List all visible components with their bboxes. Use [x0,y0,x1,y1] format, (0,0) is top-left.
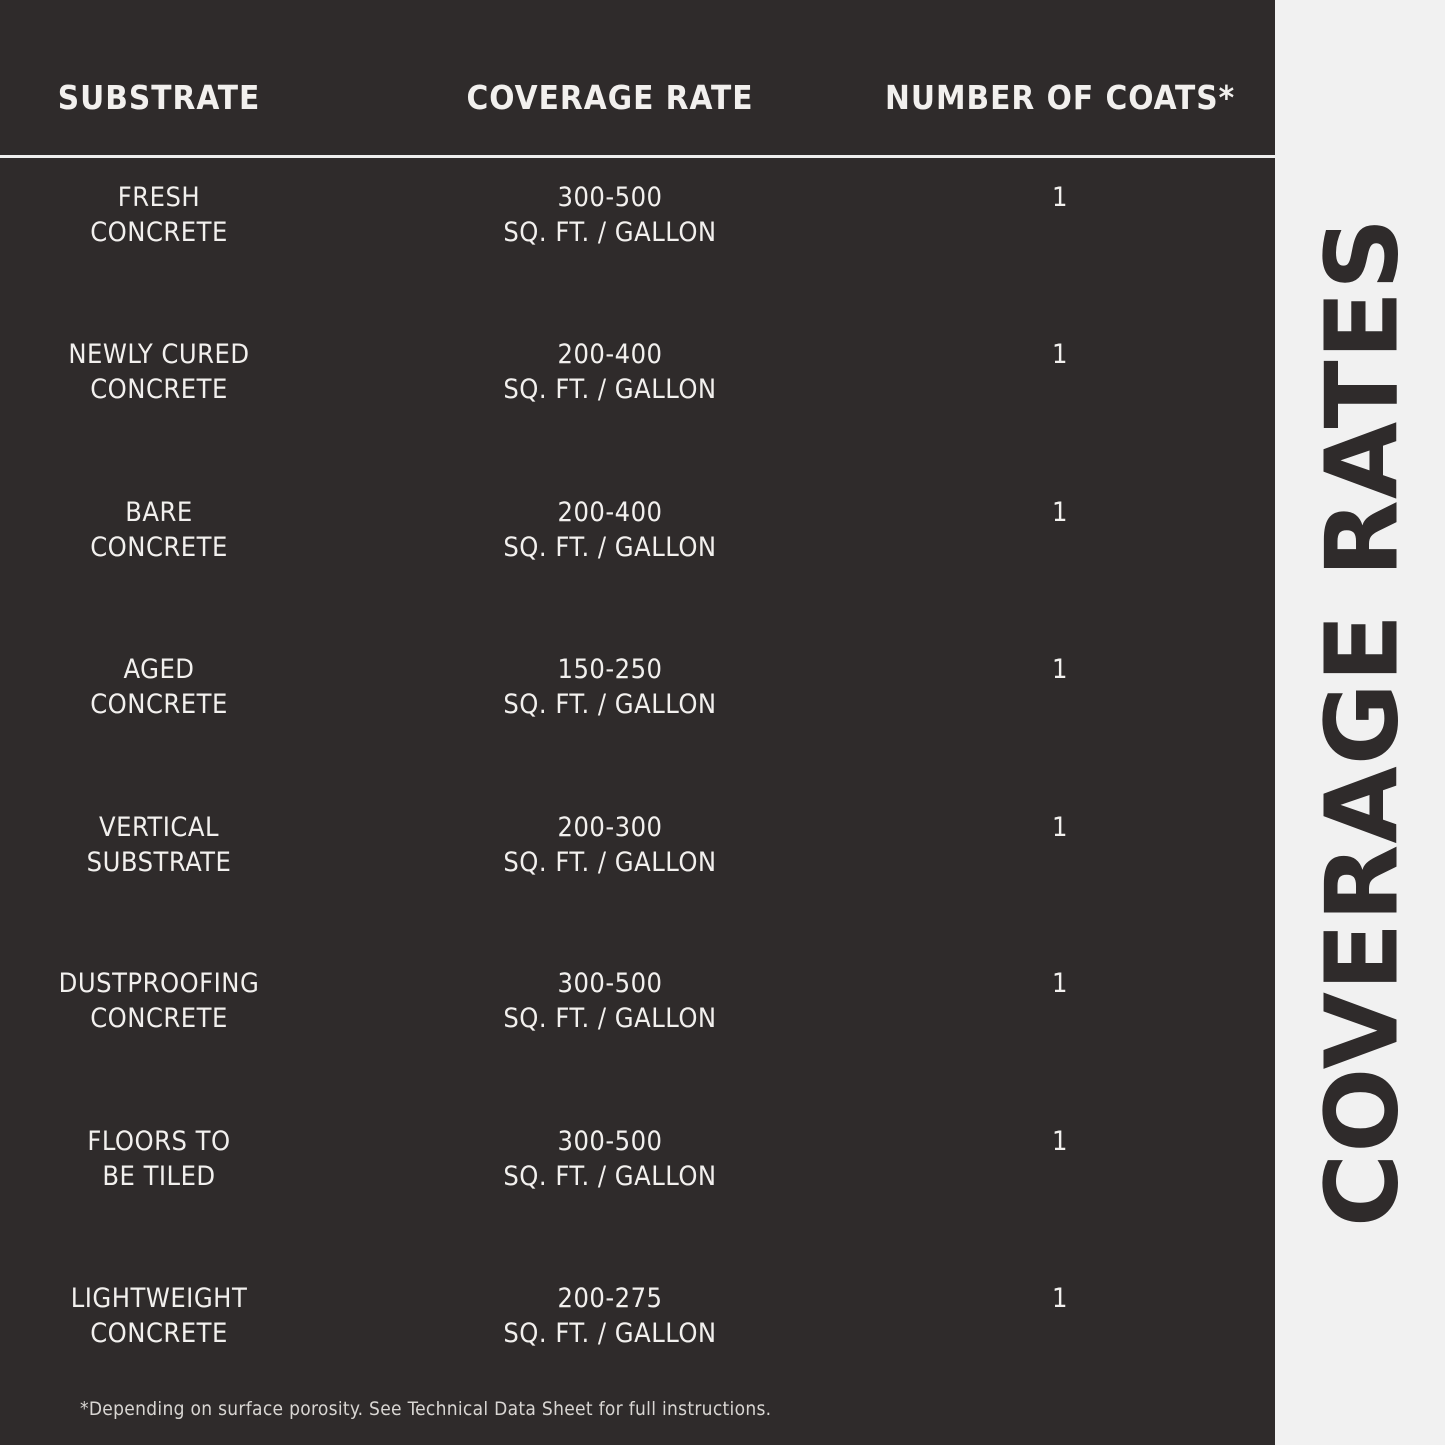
substrate-line: BARE [125,497,193,528]
coats-cell: 1 [1052,654,1068,685]
side-title: COVERAGE RATES [1303,216,1421,1228]
substrate-cell [40,495,278,565]
substrate-cell [40,652,278,722]
substrate-line: FLOORS TO [87,1126,231,1157]
coverage-value: 200-400 [557,339,663,370]
table-row [0,495,1275,575]
substrate-line: BE TILED [102,1161,216,1192]
substrate-cell [40,810,278,880]
substrate-cell [40,966,278,1036]
substrate-line: VERTICAL [99,812,219,843]
substrate-line: LIGHTWEIGHT [70,1283,248,1314]
table-row [0,810,1275,890]
coats-cell: 1 [1052,182,1068,213]
coverage-unit: SQ. FT. / GALLON [503,689,717,720]
header-divider [0,155,1295,158]
substrate-line: AGED [123,654,195,685]
coats-cell: 1 [1052,1283,1068,1314]
header-coverage-rate: COVERAGE RATE [466,78,754,117]
coverage-cell [460,1124,760,1194]
substrate-line: CONCRETE [90,217,228,248]
substrate-line: CONCRETE [90,689,228,720]
table-header [0,78,1275,128]
coverage-cell [460,180,760,250]
coverage-value: 200-300 [557,812,663,843]
coverage-value: 200-275 [557,1283,663,1314]
coverage-unit: SQ. FT. / GALLON [503,1161,717,1192]
substrate-line: NEWLY CURED [68,339,250,370]
table-row [0,180,1275,260]
coverage-cell [460,652,760,722]
substrate-line: CONCRETE [90,532,228,563]
coverage-value: 200-400 [557,497,663,528]
substrate-cell [40,1281,278,1351]
substrate-cell [40,337,278,407]
coats-cell: 1 [1052,812,1068,843]
table-row [0,652,1275,732]
substrate-line: SUBSTRATE [86,847,232,878]
coverage-cell [460,337,760,407]
coats-cell: 1 [1052,497,1068,528]
coverage-unit: SQ. FT. / GALLON [503,532,717,563]
coats-cell: 1 [1052,968,1068,999]
coverage-cell [460,495,760,565]
substrate-line: CONCRETE [90,1318,228,1349]
substrate-cell [40,180,278,250]
coverage-value: 300-500 [557,182,663,213]
coats-cell: 1 [1052,339,1068,370]
footnote: *Depending on surface porosity. See Technical Data Sheet for full instructions. [80,1398,772,1420]
coverage-unit: SQ. FT. / GALLON [503,217,717,248]
coverage-cell [460,810,760,880]
coverage-unit: SQ. FT. / GALLON [503,1003,717,1034]
table-row [0,966,1275,1046]
coverage-unit: SQ. FT. / GALLON [503,847,717,878]
table-row [0,1281,1275,1361]
header-substrate: SUBSTRATE [57,78,261,117]
coverage-unit: SQ. FT. / GALLON [503,1318,717,1349]
coats-cell: 1 [1052,1126,1068,1157]
table-row [0,337,1275,417]
table-row [0,1124,1275,1204]
coverage-cell [460,966,760,1036]
header-number-of-coats: NUMBER OF COATS* [885,78,1236,117]
coverage-unit: SQ. FT. / GALLON [503,374,717,405]
substrate-line: CONCRETE [90,1003,228,1034]
coverage-value: 300-500 [557,1126,663,1157]
coverage-cell [460,1281,760,1351]
substrate-line: DUSTPROOFING [58,968,260,999]
substrate-cell [40,1124,278,1194]
substrate-line: CONCRETE [90,374,228,405]
coverage-value: 300-500 [557,968,663,999]
coverage-value: 150-250 [557,654,663,685]
substrate-line: FRESH [117,182,201,213]
